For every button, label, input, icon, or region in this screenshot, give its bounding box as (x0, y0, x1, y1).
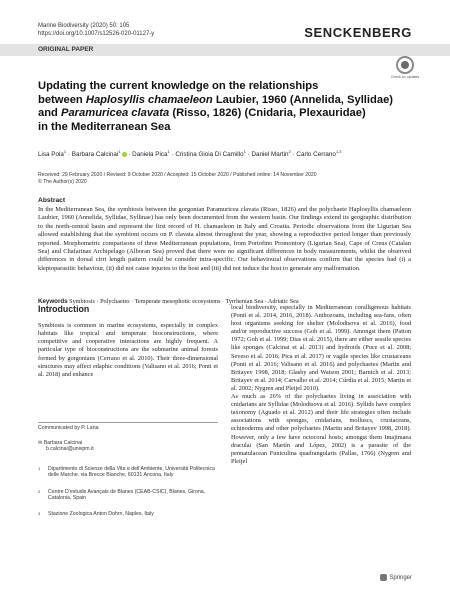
keywords-label: Keywords (38, 298, 68, 305)
intro-right-column: local biodiversity, especially in Mediterranean coralligenous habitats (Ponti et al. 2014, 2016, 2018). Anthozoans, including sea-fans, often host organisms seeking for shelter (Molodtsova et al. 2016), food and/or reproductive success (Goh et al. 1999). Amongst them (Patton 1972; Goh et al. 1999; Dias et al. 2015), there are either sessile species like sponges (Calcinai et al. 2013) and hydroids (Puce et al. 2008; Seveso et al. 2016; Pica et al. 2017) or vagile species like crustaceans (Ponti et al. 2016; Valisano et al. 2016) and polychaetes (Martin and Britayev 1998, 2018; Glasby and Watson 2001; Barnich et al. 2013; Britayev et al. 2014; Carvalho et al. 2014; Cúrdia et al. 2015; Martin et al. 2002; Nygren and Pleijel 2010). As much as 26% of the polychaetes living in association with cnidarians are Syllidae (Molodtsova et al. 2016). Syllids have complex taxonomy (Aguado et al. 2012) and their life strategies often include associations with sponges, cnidarians, molluscs, crustaceans, echinoderms and other polychaetes (Martin and Britayev 1998, 2018). However, only a few have octocoral hosts; amongst them Imajimaea draculai (San Martín and López, 2002) is a parasite of the pennatulacean Funiculina quadrangularis (Pallas, 1766) (Nygren and Pleijel (231, 304, 411, 465)
affiliation: 3 Stazione Zoologica Anton Dohrn, Naples, Italy (38, 511, 154, 517)
author-name[interactable]: Cristina Gioia Di Camillo (175, 151, 244, 159)
check-updates-label: Check for updates (390, 75, 420, 79)
check-for-updates-badge[interactable] (390, 56, 420, 79)
author-list: Lisa Pola$^1$ · Barbara Calcinai$^1$ · Daniela Pica$^1$ · Cristina Gioia Di Camillo$^1$ · Daniel Martin$^2$ · Carlo Cerrano$^{1,3}$ (38, 149, 342, 159)
journal-citation (38, 23, 154, 38)
springer-horse-icon (380, 574, 387, 581)
publisher-logo: SENCKENBERG (304, 25, 412, 40)
abstract-text: In the Mediterranean Sea, the symbiosis between the gorgonian Paramuricea clavata (Risso, 1826) and the polychaete Haplosyllis chamaeleon Laubier, 1960 (Annelida, Syllidae, Syllinae) has only been documented from the western basin. Our findings extend its geographic distribution to the north-central basin and represent the first record of H. chamaeleon in Italy and Croatia. Periodic observations from the Ligurian Sea allowed establishing that the symbiont occurs on P. clavata almost throughout the year, showing a reproductive period longer than previously reported. Morphometric comparisons of three Mediterranean populations, from Portofino Promontory (Ligurian Sea), Cape of Creus (Catalan Sea) and Chafarinas Archipelago (Alboran Sea) proved that there were no significant differences in body measurements, whilst the observed differences in dorsal cirri length pattern could be consider intra-specific. Our behavioural observations confirm that the species had (i) a kleptoparasitic behaviour, (ii) did not cause injuries to the host and (iii) did not induce the host to generate any malformation. (38, 206, 411, 272)
keywords-text: Symbiosis · Polychaetes · Temperate mesophotic ecosystems · Tyrrhenian Sea · Adriatic Sea (69, 298, 299, 305)
orcid-icon[interactable] (122, 152, 127, 157)
author-name[interactable]: Daniel Martin (251, 151, 289, 159)
springer-logo: Springer (380, 574, 412, 581)
title-line: in the Mediterranean Sea (38, 120, 171, 133)
article-type: ORIGINAL PAPER (38, 46, 94, 53)
abstract-heading: Abstract (38, 197, 66, 204)
author-name[interactable]: Carlo Cerrano (296, 151, 336, 159)
title-line: between Haplosyllis chamaeleon Laubier, 1960 (Annelida, Syllidae) (38, 93, 394, 106)
corr-email[interactable]: b.calcinai@univpm.it (46, 446, 94, 453)
author-name[interactable]: Lisa Pola (38, 151, 64, 159)
author-name[interactable]: Daniela Pica (132, 151, 168, 159)
communicated-by: Communicated by P. Lana (38, 425, 99, 431)
publication-dates (38, 172, 317, 186)
corr-name: Barbara Calcinai (43, 440, 83, 446)
section-heading-introduction: Introduction (38, 304, 90, 314)
affiliation: 1 Dipartimento di Scienze della Vita e dell’Ambiente, Università Politecnica delle Marche, via Brecce Bianche, 60131 Ancona, Italy (38, 466, 215, 479)
title-line: and Paramuricea clavata (Risso, 1826) (Cnidaria, Plexauridae) (38, 107, 366, 120)
doi-link[interactable]: https://doi.org/10.1007/s12526-020-01127-y (38, 30, 155, 37)
intro-left-column: Symbiosis is common in marine ecosystems, especially in complex habitats like tropical and temperate bioconstructions, where competitive and cooperative interactions are highly frequent. A particular type of bioconstructions are the submarine animal forests formed by gorgonians (Cerrano et al. 2010). Their three-dimensional structures may affect edaphic conditions (Valisano et al. 2016; Ponti et al. 2018) and enhance (38, 322, 218, 378)
dates-line: Received: 29 February 2020 / Revised: 9 October 2020 / Accepted: 15 October 2020 / Published online: 14 November 2020 (38, 172, 317, 178)
affiliation: 2 Centre D’estudis Avançats de Blanes (CEAB-CSIC), Blanes, Girona, Catalonia, Spain (38, 489, 206, 502)
author-name[interactable]: Barbara Calcinai (71, 151, 119, 159)
corresponding-author (38, 440, 218, 453)
footnote-divider (38, 422, 218, 423)
copyright-line: © The Author(s) 2020 (38, 179, 87, 185)
journal-line: Marine Biodiversity (2020) 50: 105 (38, 23, 130, 29)
email-icon: ✉ (38, 440, 43, 446)
title-line: Updating the current knowledge on the relationships (38, 80, 319, 92)
check-updates-icon (396, 56, 414, 74)
article-title (38, 80, 410, 134)
